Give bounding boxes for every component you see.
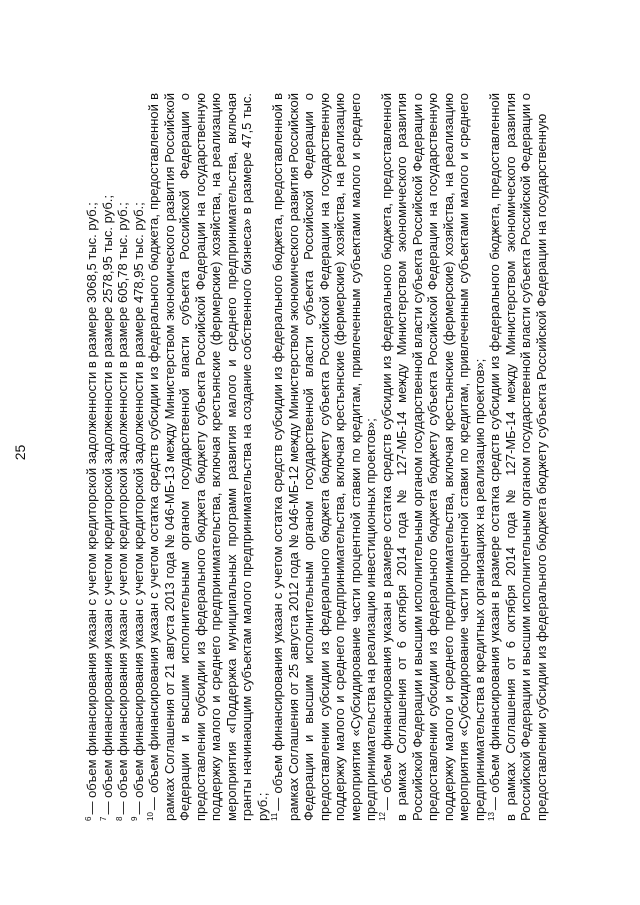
footnote-11 bbox=[270, 93, 379, 821]
footnote-text: — объем финансирования указан с учетом остатка средств субсидии из федерального бюджета, предоставленной в рамках Соглашения от 25 августа 2012 года № 046-МБ-12 между Министерством экономического развития Российской Федерации и высшим исполнительным органом государственной власти субъекта Российской Федерации о предоставлении субсидии из федерального бюджета бюджету субъекта Российской Федерации на государственную поддержку малого и среднего предпринимательства, включая крестьянские (фермерские) хозяйства, на реализацию мероприятия «Субсидирование части процентной ставки по кредитам, привлеченным субъектами малого и среднего предпринимательства на реализацию инвестиционных проектов»; bbox=[270, 93, 378, 821]
footnote-mark: 6 bbox=[83, 816, 93, 821]
footnote-mark: 13 bbox=[486, 812, 496, 821]
footnote-text: — объем финансирования указан в размере остатка средств субсидии из федерального бюджета, предоставленной в рамках Соглашения от 6 октября 2014 года № 127-МБ-14 между Министерством экономического развития Российской Федерации и высшим исполнительным органом государственной власти субъекта Российской Федерации о предоставлении субсидии из федерального бюджета бюджету субъекта Российской Федерации на государственную поддержку малого и среднего предпринимательства, включая крестьянские (фермерские) хозяйства, на реализацию мероприятия «Субсидирование части процентной ставки по кредитам, привлеченным субъектами малого и среднего предпринимательства в кредитных организациях на реализацию проектов»; bbox=[378, 93, 487, 821]
footnote-text: — объем финансирования указан в размере остатка средств субсидии из федерального бюджета, предоставленной в рамках Соглашения от 6 октября 2014 года № 127-МБ-14 между Министерством экономического развития Российской Федерации и высшим исполнительным органом государственной власти субъекта Российской Федерации о предоставлении субсидии из федерального бюджета бюджету субъекта Российской Федерации на государственную bbox=[487, 93, 549, 821]
footnotes bbox=[84, 93, 549, 821]
footnote-mark: 7 bbox=[99, 816, 109, 821]
footnote-text: — объем финансирования указан с учетом кредиторской задолженности в размере 3068,5 тыс. руб.; bbox=[84, 202, 99, 815]
footnote-text: — объем финансирования указан с учетом кредиторской задолженности в размере 2578,95 тыс. руб.; bbox=[99, 195, 115, 815]
footnote-text: — объем финансирования указан с учетом кредиторской задолженности в размере 605,78 тыс. руб.; bbox=[115, 202, 130, 815]
footnote-7 bbox=[100, 93, 116, 821]
footnote-12 bbox=[379, 93, 488, 821]
footnote-10 bbox=[146, 93, 270, 821]
footnote-9 bbox=[131, 93, 147, 821]
footnote-mark: 12 bbox=[378, 812, 388, 821]
footnote-8 bbox=[115, 93, 131, 821]
footnote-mark: 8 bbox=[114, 816, 124, 821]
footnote-text: — объем финансирования указан с учетом остатка средств субсидии из федерального бюджета, предоставленной в рамках Соглашения от 21 августа 2013 года № 046-МБ-13 между Министерством экономического развития Российской Федерации и высшим исполнительным органом государственной власти субъекта Российской Федерации о предоставлении субсидии из федерального бюджета бюджету субъекта Российской Федерации на государственную поддержку малого и среднего предпринимательства, включая крестьянские (фермерские) хозяйства, на реализацию мероприятия «Поддержка муниципальных программ развития малого и среднего предпринимательства, включая гранты начинающим субъектам малого предпринимательства на создание собственного бизнеса» в размере 47,5 тыс. руб.; bbox=[146, 93, 270, 821]
page-number: 25 bbox=[12, 444, 28, 461]
footnote-6 bbox=[84, 93, 100, 821]
footnote-mark: 11 bbox=[269, 812, 279, 821]
footnote-mark: 9 bbox=[130, 816, 140, 821]
footnote-13 bbox=[487, 93, 549, 821]
footnote-mark: 10 bbox=[145, 812, 155, 821]
footnote-text: — объем финансирования указан с учетом кредиторской задолженности в размере 478,95 тыс. руб.; bbox=[130, 202, 146, 815]
